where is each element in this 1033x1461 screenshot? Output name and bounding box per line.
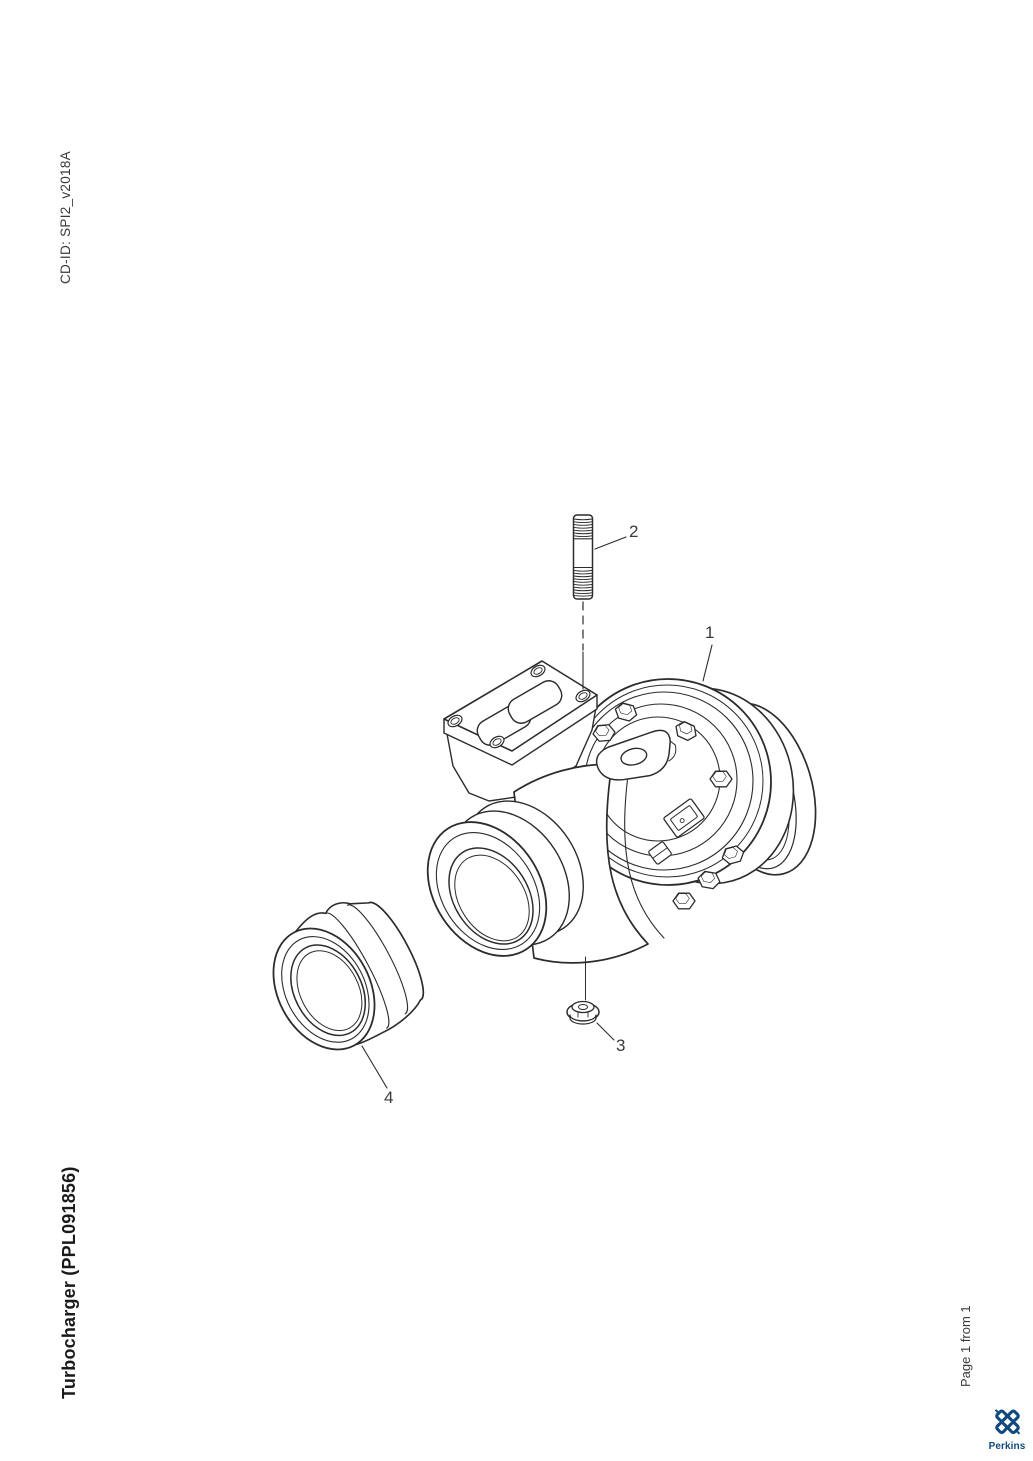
leader-line-3 [597, 1023, 614, 1040]
page-number-label: Page 1 from 1 [958, 1305, 973, 1387]
document-title: Turbocharger (PPL091856) [59, 1166, 79, 1399]
cd-id-label: CD-ID: SPI2_v2018A [58, 151, 73, 284]
callout-3: 3 [616, 1036, 626, 1055]
part-2-stud-drawing [574, 515, 593, 689]
part-3-nut-drawing [567, 957, 599, 1024]
leader-line-4 [362, 1046, 387, 1088]
part-1-turbocharger-drawing [403, 661, 834, 978]
leader-line-2 [595, 537, 626, 549]
perkins-logo [984, 1407, 1030, 1452]
callout-4: 4 [384, 1088, 394, 1107]
callout-2: 2 [629, 522, 639, 541]
perkins-logo-text: Perkins [988, 1441, 1026, 1452]
leader-line-1 [703, 645, 712, 681]
callout-1: 1 [705, 623, 715, 642]
perkins-logo-mark [994, 1407, 1021, 1439]
part-4-sleeve-drawing [250, 883, 438, 1069]
